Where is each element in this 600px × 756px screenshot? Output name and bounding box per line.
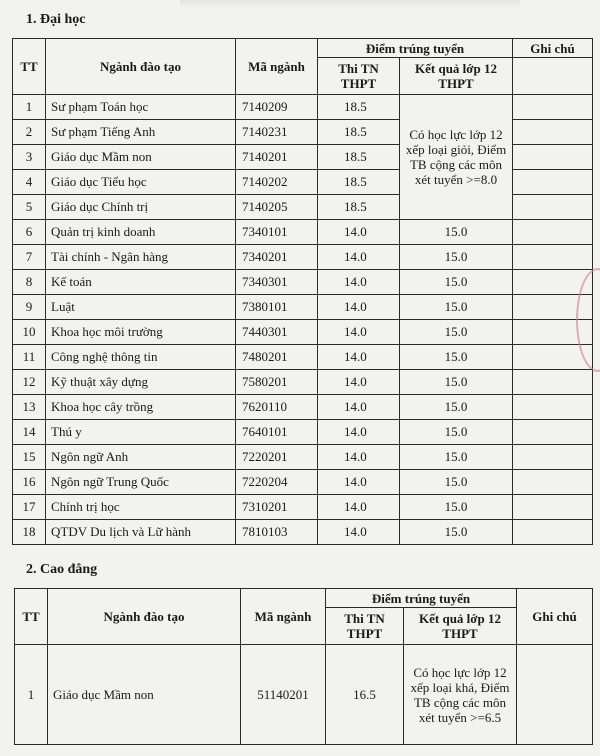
header-major: Ngành đào tạo — [46, 39, 236, 95]
cell-tt: 3 — [13, 145, 46, 170]
table-row — [13, 445, 593, 470]
table-row — [13, 320, 593, 345]
cell-note — [513, 420, 593, 445]
cell-exam: 14.0 — [318, 320, 400, 345]
cell-major: Sư phạm Toán học — [46, 95, 236, 120]
college-header-major: Ngành đào tạo — [48, 589, 241, 645]
cell-exam: 14.0 — [318, 370, 400, 395]
header-tt: TT — [13, 39, 46, 95]
cell-grade12: 15.0 — [400, 220, 513, 245]
cell-grade12: 15.0 — [400, 470, 513, 495]
cell-exam: 14.0 — [318, 395, 400, 420]
cell-exam: 18.5 — [318, 170, 400, 195]
cell-exam: 14.0 — [318, 470, 400, 495]
cell-code: 7620110 — [236, 395, 318, 420]
table-row — [13, 345, 593, 370]
cell-grade12-merged: Có học lực lớp 12 xếp loại giỏi, Điểm TB cộng các môn xét tuyển >=8.0 — [400, 95, 513, 220]
header-exam: Thi TN THPT — [318, 58, 400, 95]
cell-grade12: 15.0 — [400, 395, 513, 420]
cell-major: Luật — [46, 295, 236, 320]
cell-grade12: 15.0 — [400, 295, 513, 320]
cell-exam: 18.5 — [318, 195, 400, 220]
cell-tt: 15 — [13, 445, 46, 470]
cell-tt: 1 — [13, 95, 46, 120]
cell-major: Thú y — [46, 420, 236, 445]
cell-major: Tài chính - Ngân hàng — [46, 245, 236, 270]
cell-code: 7220204 — [236, 470, 318, 495]
cell-major: Chính trị học — [46, 495, 236, 520]
table-row — [13, 470, 593, 495]
university-table — [12, 38, 593, 545]
cell-tt: 9 — [13, 295, 46, 320]
table-row — [13, 520, 593, 545]
table-row — [13, 420, 593, 445]
table-row — [13, 245, 593, 270]
cell-code: 7810103 — [236, 520, 318, 545]
cell-major: Ngôn ngữ Trung Quốc — [46, 470, 236, 495]
cell-major: Giáo dục Chính trị — [46, 195, 236, 220]
cell-major: Giáo dục Tiểu học — [46, 170, 236, 195]
college-header-note: Ghi chú — [517, 589, 593, 645]
cell-code: 7140231 — [236, 120, 318, 145]
cell-code: 7140209 — [236, 95, 318, 120]
cell-major: QTDV Du lịch và Lữ hành — [46, 520, 236, 545]
cell-exam: 14.0 — [318, 420, 400, 445]
cell-grade12: 15.0 — [400, 270, 513, 295]
college-header-score-group: Điểm trúng tuyển — [326, 589, 517, 608]
table-row — [13, 295, 593, 320]
cell-tt: 11 — [13, 345, 46, 370]
cell-grade12: 15.0 — [400, 345, 513, 370]
cell-code: 7340101 — [236, 220, 318, 245]
college-header-tt: TT — [15, 589, 48, 645]
cell-code: 7380101 — [236, 295, 318, 320]
cell-grade12: 15.0 — [400, 320, 513, 345]
cell-code: 7310201 — [236, 495, 318, 520]
cell-major: Giáo dục Mầm non — [46, 145, 236, 170]
college-cell-code: 51140201 — [241, 645, 326, 745]
cell-tt: 2 — [13, 120, 46, 145]
cell-major: Công nghệ thông tin — [46, 345, 236, 370]
college-table — [14, 588, 593, 745]
header-grade12: Kết quả lớp 12 THPT — [400, 58, 513, 95]
college-header-exam: Thi TN THPT — [326, 608, 404, 645]
cell-major: Kỹ thuật xây dựng — [46, 370, 236, 395]
cell-grade12: 15.0 — [400, 445, 513, 470]
cell-grade12: 15.0 — [400, 495, 513, 520]
table-row — [13, 495, 593, 520]
cell-exam: 14.0 — [318, 520, 400, 545]
college-cell-grade12: Có học lực lớp 12 xếp loại khá, Điểm TB cộng các môn xét tuyển >=6.5 — [404, 645, 517, 745]
cell-major: Ngôn ngữ Anh — [46, 445, 236, 470]
college-cell-note — [517, 645, 593, 745]
cell-major: Khoa học môi trường — [46, 320, 236, 345]
table-row — [13, 395, 593, 420]
cell-grade12: 15.0 — [400, 520, 513, 545]
cell-code: 7340301 — [236, 270, 318, 295]
table-row — [13, 370, 593, 395]
cell-exam: 14.0 — [318, 220, 400, 245]
cell-tt: 18 — [13, 520, 46, 545]
header-note-sub — [513, 58, 593, 95]
cell-note — [513, 170, 593, 195]
cell-note — [513, 195, 593, 220]
cell-note — [513, 220, 593, 245]
college-cell-tt: 1 — [15, 645, 48, 745]
cell-grade12: 15.0 — [400, 420, 513, 445]
cell-exam: 14.0 — [318, 345, 400, 370]
cell-code: 7220201 — [236, 445, 318, 470]
cell-code: 7580201 — [236, 370, 318, 395]
cell-exam: 14.0 — [318, 295, 400, 320]
cell-major: Sư phạm Tiếng Anh — [46, 120, 236, 145]
header-score-group: Điểm trúng tuyển — [318, 39, 513, 58]
cell-tt: 8 — [13, 270, 46, 295]
cell-tt: 16 — [13, 470, 46, 495]
section-title-university: 1. Đại học — [26, 12, 86, 27]
college-cell-major: Giáo dục Mầm non — [48, 645, 241, 745]
cell-note — [513, 145, 593, 170]
cell-note — [513, 495, 593, 520]
cell-major: Kế toán — [46, 270, 236, 295]
cell-code: 7480201 — [236, 345, 318, 370]
cell-note — [513, 370, 593, 395]
cell-note — [513, 245, 593, 270]
cell-grade12: 15.0 — [400, 370, 513, 395]
cell-tt: 7 — [13, 245, 46, 270]
header-note: Ghi chú — [513, 39, 593, 58]
cell-tt: 17 — [13, 495, 46, 520]
cell-exam: 14.0 — [318, 270, 400, 295]
cell-tt: 4 — [13, 170, 46, 195]
cell-tt: 5 — [13, 195, 46, 220]
cell-note — [513, 520, 593, 545]
college-header-code: Mã ngành — [241, 589, 326, 645]
cell-note — [513, 120, 593, 145]
cell-exam: 14.0 — [318, 445, 400, 470]
cell-tt: 12 — [13, 370, 46, 395]
table-row — [13, 220, 593, 245]
college-header-grade12: Kết quả lớp 12 THPT — [404, 608, 517, 645]
cell-exam: 14.0 — [318, 495, 400, 520]
cell-exam: 18.5 — [318, 120, 400, 145]
table-row — [13, 95, 593, 120]
cell-code: 7140202 — [236, 170, 318, 195]
cell-note — [513, 395, 593, 420]
cell-tt: 13 — [13, 395, 46, 420]
cell-tt: 10 — [13, 320, 46, 345]
cell-major: Quản trị kinh doanh — [46, 220, 236, 245]
cell-exam: 14.0 — [318, 245, 400, 270]
cell-exam: 18.5 — [318, 145, 400, 170]
cell-note — [513, 470, 593, 495]
cell-tt: 14 — [13, 420, 46, 445]
cell-exam: 18.5 — [318, 95, 400, 120]
cell-code: 7140205 — [236, 195, 318, 220]
header-shadow — [180, 0, 520, 8]
table-row — [13, 270, 593, 295]
college-cell-exam: 16.5 — [326, 645, 404, 745]
cell-code: 7440301 — [236, 320, 318, 345]
cell-note — [513, 95, 593, 120]
section-title-college: 2. Cao đẳng — [26, 562, 98, 577]
cell-tt: 6 — [13, 220, 46, 245]
cell-grade12: 15.0 — [400, 245, 513, 270]
header-code: Mã ngành — [236, 39, 318, 95]
cell-code: 7340201 — [236, 245, 318, 270]
cell-major: Khoa học cây trồng — [46, 395, 236, 420]
cell-note — [513, 445, 593, 470]
cell-code: 7140201 — [236, 145, 318, 170]
cell-code: 7640101 — [236, 420, 318, 445]
